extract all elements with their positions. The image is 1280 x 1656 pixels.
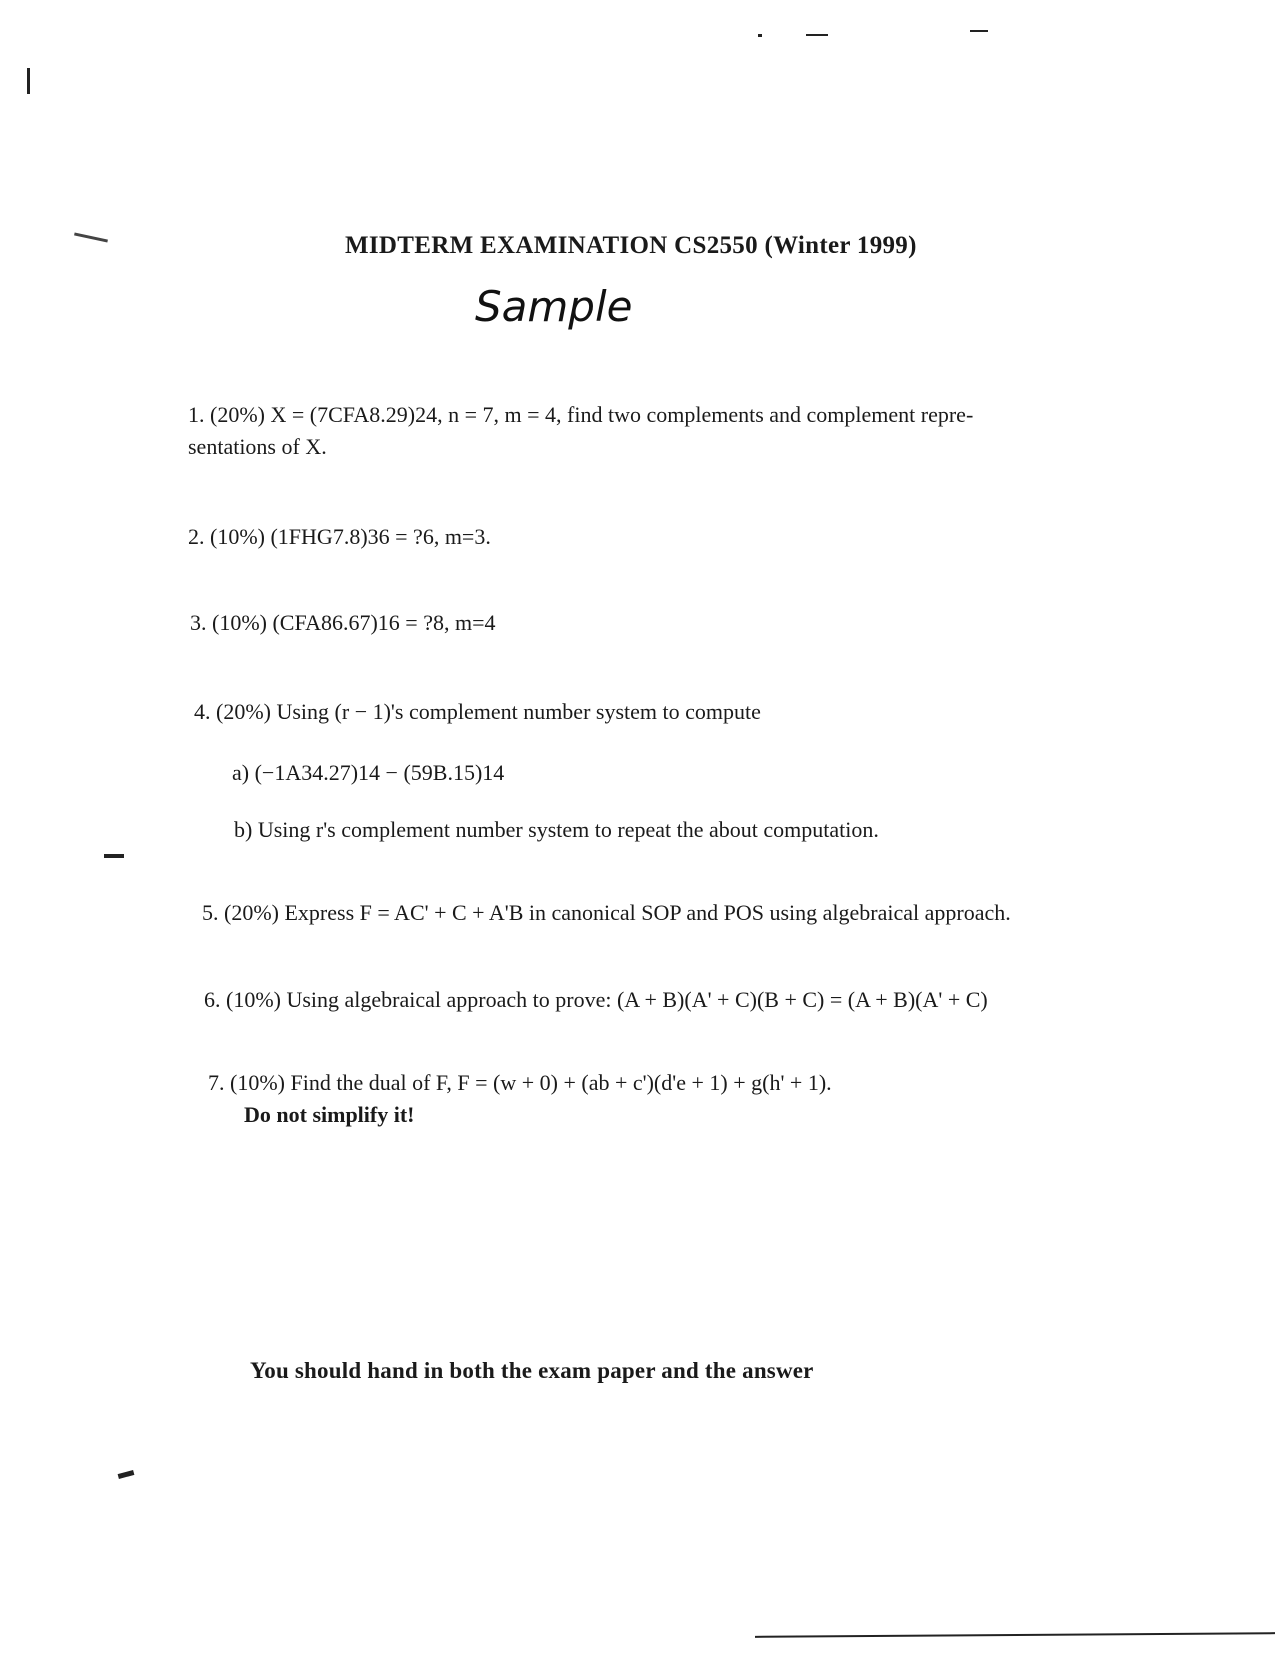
exam-title: MIDTERM EXAMINATION CS2550 (Winter 1999)	[345, 232, 917, 259]
question-6: 6. (10%) Using algebraical approach to prove: (A + B)(A' + C)(B + C) = (A + B)(A' + C)	[204, 987, 988, 1012]
question-7: 7. (10%) Find the dual of F, F = (w + 0) + (ab + c')(d'e + 1) + g(h' + 1).	[208, 1070, 832, 1095]
scan-mark	[104, 854, 124, 858]
question-4: 4. (20%) Using (r − 1)'s complement number system to compute	[194, 699, 761, 724]
scan-mark	[758, 34, 762, 37]
question-5: 5. (20%) Express F = AC' + C + A'B in canonical SOP and POS using algebraical approach.	[202, 900, 1011, 925]
scan-mark	[970, 30, 988, 32]
question-3: 3. (10%) (CFA86.67)16 = ?8, m=4	[190, 610, 496, 635]
scan-mark	[27, 68, 30, 94]
footer-instruction: You should hand in both the exam paper and the answer	[250, 1358, 814, 1383]
handwritten-sample-note: Sample	[475, 282, 633, 331]
question-4b: b) Using r's complement number system to repeat the about computation.	[234, 817, 879, 842]
question-2: 2. (10%) (1FHG7.8)36 = ?6, m=3.	[188, 524, 491, 549]
question-1-line-2: sentations of X.	[188, 434, 327, 459]
scan-mark	[118, 1470, 135, 1479]
question-1-line-1: 1. (20%) X = (7CFA8.29)24, n = 7, m = 4, find two complements and complement repre-	[188, 402, 974, 427]
scan-mark	[74, 232, 108, 242]
scan-mark	[806, 34, 828, 36]
question-7-note: Do not simplify it!	[244, 1102, 415, 1127]
scan-mark	[755, 1632, 1275, 1638]
question-4a: a) (−1A34.27)14 − (59B.15)14	[232, 760, 505, 785]
